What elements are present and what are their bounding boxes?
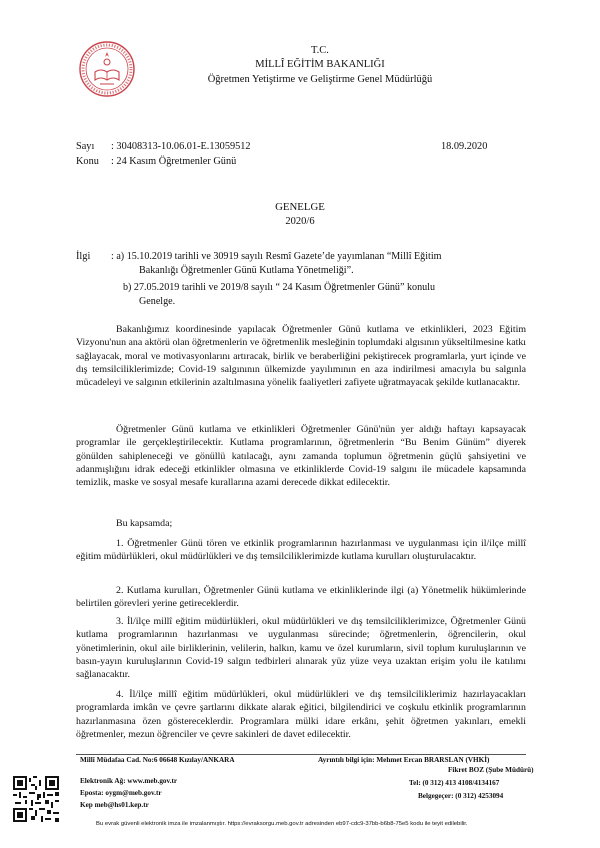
genelge-title: GENELGE: [275, 201, 325, 213]
body-item-4: 4. İl/ilçe millî eğitim müdürlükleri, okul müdürlükleri ve dış temsilciliklerimiz hazırlayacakları programlarda imkân ve çevre şartlarını dikkate alarak eğitici, bilgilendirici ve coşkulu etkinlik programlarının hazırlanmasına özen göstereceklerdir. Programlara mülki idare erkânı, şehit öğretmen yakınları, emekli öğretmenler, mezun öğrenciler ve çevre sakinleri de davet edilecektir.: [76, 689, 526, 740]
sayi-label: Sayı: [76, 141, 95, 152]
document-date: 18.09.2020: [441, 141, 488, 152]
sayi-value: : 30408313-10.06.01-E.13059512: [111, 141, 251, 152]
footer-fax: Belgegeçer: (0 312) 4253094: [418, 792, 504, 800]
ilgi-b-line1: b) 27.05.2019 tarihli ve 2019/8 sayılı “ 24 Kasım Öğretmenler Günü” konulu: [123, 282, 436, 293]
ilgi-a-line1: : a) 15.10.2019 tarihli ve 30919 sayılı Resmî Gazete’de yayımlanan “Millî Eğitim: [111, 251, 442, 262]
konu-label: Konu: [76, 156, 99, 167]
footer-tel: Tel: (0 312) 413 4108/4134167: [409, 779, 500, 787]
body-paragraph-2: Öğretmenler Günü kutlama ve etkinlikleri Öğretmenler Günü'nün yer aldığı haftayı kapsayacak programlar ile gerçekleştirilecektir. Kutlama programlarının, öğretmenlerin “Bu Benim Günüm” diyerek gönülden sahipleneceği ve gönüllü katılacağı, aynı zamanda toplumun öğretmenin güçlü şahsiyetini ve adanmışlığını idrak edeceği etkinlikler olmasına ve etkinliklerde Covid-19 salgını ile mücadele kapsamında temizlik, maske ve sosyal mesafe kurallarına azami derecede dikkat edilecektir.: [76, 424, 526, 489]
header-ministry: MİLLÎ EĞİTİM BAKANLIĞI: [255, 59, 385, 70]
body-item-3: 3. İl/ilçe millî eğitim müdürlükleri, okul müdürlükleri ve dış temsilciliklerimizce, Öğretmenler Günü kutlama programlarının hazırlanması ve uygulanması sürecinde; öğretmenlerin, öğrencilerin, okul yönetimlerinin, okul aile birliklerinin, velilerin, halkın, kamu ve özel kurumların, sivil toplum kuruluşlarının ve basın-yayın kuruluşlarının Covid-19 salgın tedbirleri alınarak yüz yüze veya uzaktan erişim yolu ile katılımı sağlanacaktır.: [76, 616, 526, 681]
body-paragraph-3: Bu kapsamda;: [116, 518, 173, 529]
footer-address: Millî Müdafaa Cad. No:6 06648 Kızılay/ANKARA: [80, 756, 235, 764]
body-item-1: 1. Öğretmenler Günü tören ve etkinlik programlarının hazırlanması ve uygulanması için il/ilçe millî eğitim müdürlükleri, okul müdürlükleri ve dış temsilciliklerimizde kutlama kurulları oluşturulacaktır.: [76, 538, 526, 563]
header-country: T.C.: [311, 45, 329, 56]
body-item-2: 2. Kutlama kurulları, Öğretmenler Günü kutlama ve etkinliklerinde ilgi (a) Yönetmelik hükümlerinde belirtilen görevleri yerine getireceklerdir.: [76, 585, 526, 610]
footer-divider: [76, 754, 526, 755]
genelge-number: 2020/6: [285, 216, 315, 227]
ministry-seal-logo: [78, 40, 136, 98]
ilgi-a-line2: Bakanlığı Öğretmenler Günü Kutlama Yönetmeliği”.: [139, 265, 354, 276]
ilgi-b-line2: Genelge.: [139, 296, 176, 307]
konu-value: : 24 Kasım Öğretmenler Günü: [111, 156, 237, 167]
ilgi-label: İlgi: [76, 251, 91, 262]
header-department: Öğretmen Yetiştirme ve Geliştirme Genel Müdürlüğü: [207, 74, 433, 85]
footer-email: Eposta: oygm@meb.gov.tr: [80, 789, 162, 797]
footer-contact: Ayrıntılı bilgi için: Mehmet Ercan BRARSLAN (VHKİ): [318, 756, 490, 764]
qr-code: [13, 776, 59, 822]
footer-kep: Kep meb@hs01.kep.tr: [80, 801, 149, 809]
footer-contact-2: Fikret BOZ (Şube Müdürü): [448, 766, 534, 774]
footer-web: Elektronik Ağ: www.meb.gov.tr: [80, 777, 178, 785]
body-paragraph-1: Bakanlığımız koordinesinde yapılacak Öğretmenler Günü kutlama ve etkinlikleri, 2023 Eğitim Vizyonu'nun ana aktörü olan öğretmenlerin ve öğretmenlik mesleğinin toplumdaki algısının yükseltilmesine katkı sağlayacak, moral ve motivasyonlarını artıracak, birlik ve beraberliğini pekiştirecek programlarla, yurt içinde ve dış temsilciliklerimizde; Covid-19 salgınının ülkemizde yayılımının en aza indirilmesi amacıyla bu salgınla mücadeleyi ve salgının etkilerinin azaltılmasına yönelik faaliyetleri zafiyete uğratmayacak şekilde kutlanacaktır.: [76, 324, 526, 389]
verification-note: Bu evrak güvenli elektronik imza ile imzalanmıştır. https://evraksorgu.meb.gov.tr adresinden eb97-cdc9-37bb-b6b8-75e5 kodu ile teyit edilebilir.: [96, 821, 468, 827]
